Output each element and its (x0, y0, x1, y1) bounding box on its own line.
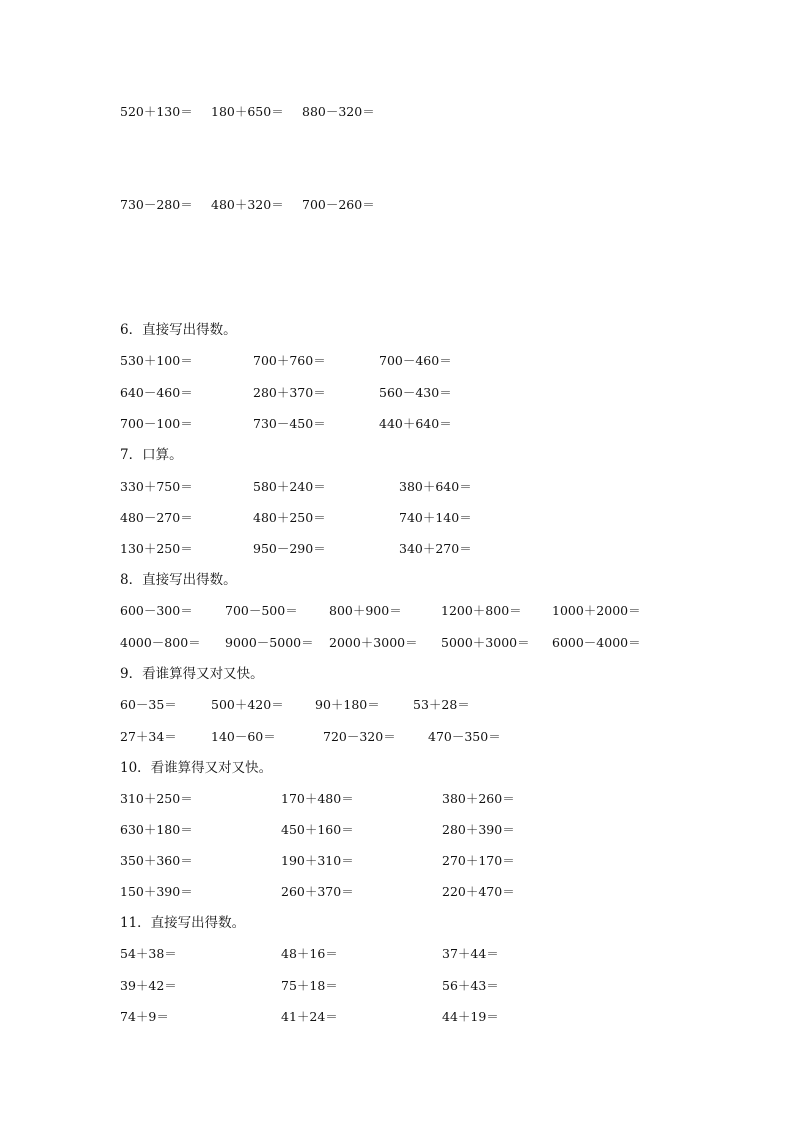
exercise-row (120, 479, 740, 495)
exercise-row (120, 978, 740, 994)
math-problem: 1000＋2000＝ (552, 603, 641, 618)
math-problem: 520＋130＝ (120, 104, 193, 119)
section-title-10: 10．看谁算得又对又快。 (120, 760, 273, 776)
math-problem: 740＋140＝ (399, 510, 472, 525)
math-problem: 700－460＝ (379, 353, 452, 368)
exercise-row (120, 729, 740, 745)
section-title-11: 11．直接写出得数。 (120, 915, 246, 931)
exercise-row (120, 385, 740, 401)
exercise-row (120, 416, 740, 432)
math-problem: 380＋640＝ (399, 479, 472, 494)
exercise-row (120, 884, 740, 900)
math-problem: 880－320＝ (302, 104, 375, 119)
math-problem: 190＋310＝ (281, 853, 354, 868)
math-problem: 6000－4000＝ (552, 635, 641, 650)
math-problem: 560－430＝ (379, 385, 452, 400)
exercise-row (120, 603, 740, 619)
math-problem: 800＋900＝ (329, 603, 402, 618)
math-problem: 950－290＝ (253, 541, 326, 556)
exercise-row (120, 541, 740, 557)
math-problem: 580＋240＝ (253, 479, 326, 494)
math-problem: 530＋100＝ (120, 353, 193, 368)
math-problem: 130＋250＝ (120, 541, 193, 556)
math-problem: 730－450＝ (253, 416, 326, 431)
math-problem: 60－35＝ (120, 697, 177, 712)
math-problem: 90＋180＝ (315, 697, 380, 712)
section-title-7: 7．口算。 (120, 447, 183, 463)
math-problem: 630＋180＝ (120, 822, 193, 837)
math-problem: 180＋650＝ (211, 104, 284, 119)
math-problem: 450＋160＝ (281, 822, 354, 837)
math-problem: 380＋260＝ (442, 791, 515, 806)
section-title-8: 8．直接写出得数。 (120, 572, 237, 588)
exercise-row (120, 635, 740, 651)
math-problem: 600－300＝ (120, 603, 193, 618)
math-problem: 700－500＝ (225, 603, 298, 618)
math-problem: 340＋270＝ (399, 541, 472, 556)
math-problem: 720－320＝ (323, 729, 396, 744)
math-problem: 350＋360＝ (120, 853, 193, 868)
exercise-row (120, 197, 740, 213)
exercise-row (120, 510, 740, 526)
math-problem: 640－460＝ (120, 385, 193, 400)
math-problem: 5000＋3000＝ (441, 635, 530, 650)
exercise-row (120, 104, 740, 120)
math-problem: 2000＋3000＝ (329, 635, 418, 650)
math-problem: 150＋390＝ (120, 884, 193, 899)
math-problem: 260＋370＝ (281, 884, 354, 899)
math-problem: 48＋16＝ (281, 946, 338, 961)
math-problem: 44＋19＝ (442, 1009, 499, 1024)
section-title-9: 9．看谁算得又对又快。 (120, 666, 264, 682)
math-problem: 4000－800＝ (120, 635, 201, 650)
math-problem: 9000－5000＝ (225, 635, 314, 650)
section-title-6: 6．直接写出得数。 (120, 322, 237, 338)
math-problem: 1200＋800＝ (441, 603, 522, 618)
math-problem: 700＋760＝ (253, 353, 326, 368)
math-problem: 310＋250＝ (120, 791, 193, 806)
math-problem: 700－100＝ (120, 416, 193, 431)
math-problem: 470－350＝ (428, 729, 501, 744)
math-problem: 37＋44＝ (442, 946, 499, 961)
math-problem: 480＋320＝ (211, 197, 284, 212)
exercise-row (120, 1009, 740, 1025)
exercise-row (120, 946, 740, 962)
math-problem: 74＋9＝ (120, 1009, 169, 1024)
math-problem: 27＋34＝ (120, 729, 177, 744)
math-problem: 270＋170＝ (442, 853, 515, 868)
math-problem: 56＋43＝ (442, 978, 499, 993)
math-problem: 330＋750＝ (120, 479, 193, 494)
exercise-row (120, 353, 740, 369)
math-problem: 480＋250＝ (253, 510, 326, 525)
exercise-row (120, 791, 740, 807)
math-problem: 480－270＝ (120, 510, 193, 525)
exercise-row (120, 697, 740, 713)
exercise-row (120, 822, 740, 838)
math-problem: 280＋390＝ (442, 822, 515, 837)
math-problem: 39＋42＝ (120, 978, 177, 993)
math-problem: 140－60＝ (211, 729, 276, 744)
math-problem: 440＋640＝ (379, 416, 452, 431)
math-problem: 170＋480＝ (281, 791, 354, 806)
math-problem: 41＋24＝ (281, 1009, 338, 1024)
math-problem: 500＋420＝ (211, 697, 284, 712)
math-problem: 220＋470＝ (442, 884, 515, 899)
math-problem: 53＋28＝ (413, 697, 470, 712)
math-problem: 54＋38＝ (120, 946, 177, 961)
math-problem: 75＋18＝ (281, 978, 338, 993)
math-problem: 280＋370＝ (253, 385, 326, 400)
exercise-row (120, 853, 740, 869)
math-problem: 730－280＝ (120, 197, 193, 212)
math-problem: 700－260＝ (302, 197, 375, 212)
